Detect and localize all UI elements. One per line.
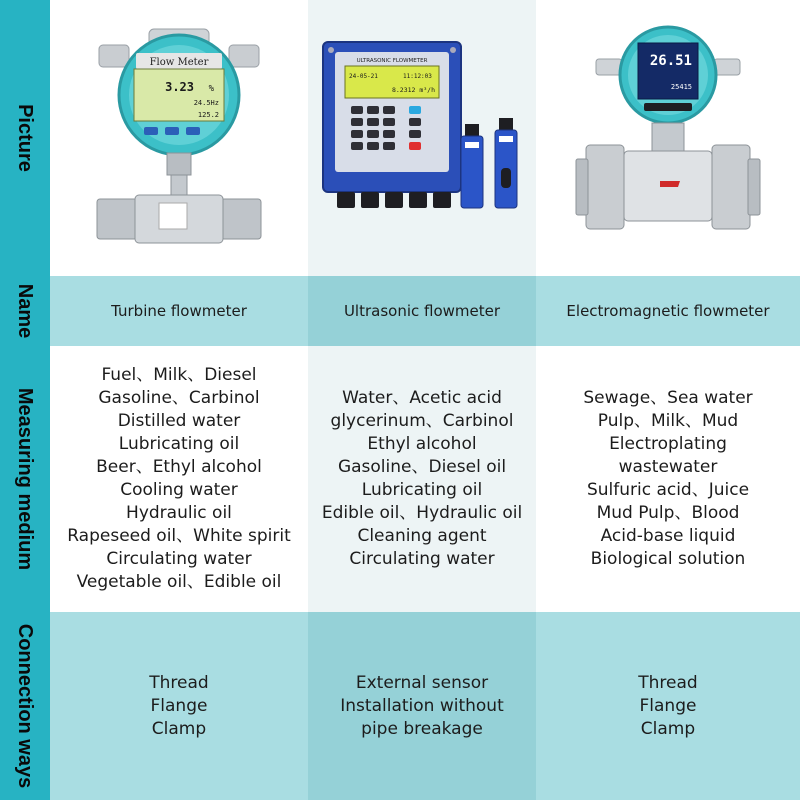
medium-item: Ethyl alcohol [367, 434, 477, 454]
name-cell-turbine [50, 276, 308, 346]
medium-item: Cleaning agent [357, 526, 487, 546]
turbine-frequency-text: 24.5Hz [193, 99, 219, 107]
medium-item: Water、Acetic acid [342, 388, 502, 408]
medium-item: Gasoline、Carbinol [98, 388, 260, 408]
picture-ultrasonic-flowmeter [308, 0, 536, 276]
medium-item: Pulp、Milk、Mud [597, 411, 739, 431]
row-header-connection-ways-label: Connection ways [14, 623, 36, 789]
name-cell-electromagnetic [536, 276, 800, 346]
connection-cell-electromagnetic [536, 612, 800, 800]
connection-item: Thread [638, 672, 698, 693]
medium-cell-electromagnetic [536, 346, 800, 612]
electromagnetic-flowmeter-image [568, 23, 768, 253]
medium-item: Circulating water [349, 549, 495, 569]
ultrasonic-flowmeter-image [315, 38, 530, 238]
medium-item: Cooling water [120, 480, 238, 500]
name-cell-ultrasonic [308, 276, 536, 346]
medium-cell-ultrasonic [308, 346, 536, 612]
medium-item: Mud Pulp、Blood [596, 503, 740, 523]
picture-electromagnetic-flowmeter [536, 0, 800, 276]
turbine-flowmeter-image [79, 23, 279, 253]
turbine-total-text: 125.2 [197, 111, 219, 119]
medium-item: Gasoline、Diesel oil [337, 457, 507, 477]
connection-item: Clamp [151, 718, 207, 739]
connection-cell-turbine [50, 612, 308, 800]
em-reading-text: 26.51 [649, 53, 692, 69]
connection-item: Installation without [340, 695, 504, 716]
medium-item: Fuel、Milk、Diesel [101, 365, 257, 385]
ultrasonic-date-text: 24-05-21 [348, 73, 378, 80]
connection-item: Flange [639, 695, 697, 716]
connection-item: Thread [149, 672, 209, 693]
medium-item: Circulating water [106, 549, 252, 569]
product-name-electromagnetic: Electromagnetic flowmeter [566, 302, 770, 320]
ultrasonic-title-text: ULTRASONIC FLOWMETER [356, 58, 427, 64]
medium-cell-turbine [50, 346, 308, 612]
row-header-name [0, 276, 50, 346]
medium-item: Rapeseed oil、White spirit [67, 526, 291, 546]
product-name-ultrasonic: Ultrasonic flowmeter [343, 302, 501, 320]
connection-item: External sensor [355, 672, 489, 693]
medium-item: Electroplating [609, 434, 727, 454]
row-header-measuring-medium [0, 346, 50, 612]
ultrasonic-flow-text: 8.2312 m³/h [391, 86, 435, 94]
row-header-name-label: Name [14, 283, 36, 339]
medium-item: Edible oil、Hydraulic oil [321, 503, 523, 523]
medium-item: Biological solution [590, 549, 746, 569]
medium-item: Vegetable oil、Edible oil [76, 572, 282, 592]
medium-item: Hydraulic oil [126, 503, 232, 523]
connection-cell-ultrasonic [308, 612, 536, 800]
product-name-turbine: Turbine flowmeter [111, 302, 247, 320]
em-total-text: 25415 [670, 83, 692, 91]
medium-item: Sulfuric acid、Juice [586, 480, 750, 500]
medium-item: glycerinum、Carbinol [330, 411, 514, 431]
turbine-reading-text: 3.23 [165, 80, 194, 94]
medium-item: Lubricating oil [361, 480, 483, 500]
turbine-unit-text: % [208, 84, 214, 94]
ultrasonic-time-text: 11:12:03 [402, 73, 432, 80]
row-header-measuring-medium-label: Measuring medium [14, 387, 36, 571]
medium-item: wastewater [618, 457, 718, 477]
connection-item: Clamp [640, 718, 696, 739]
row-header-picture-label: Picture [14, 104, 36, 172]
row-header-connection-ways [0, 612, 50, 800]
picture-turbine-flowmeter [50, 0, 308, 276]
medium-item: Distilled water [117, 411, 241, 431]
medium-item: Acid-base liquid [600, 526, 736, 546]
medium-item: Beer、Ethyl alcohol [96, 457, 262, 477]
medium-item: Sewage、Sea water [583, 388, 753, 408]
turbine-title-text: Flow Meter [149, 57, 209, 68]
medium-item: Lubricating oil [118, 434, 240, 454]
connection-item: pipe breakage [361, 718, 483, 739]
connection-item: Flange [150, 695, 208, 716]
row-header-picture [0, 0, 50, 276]
